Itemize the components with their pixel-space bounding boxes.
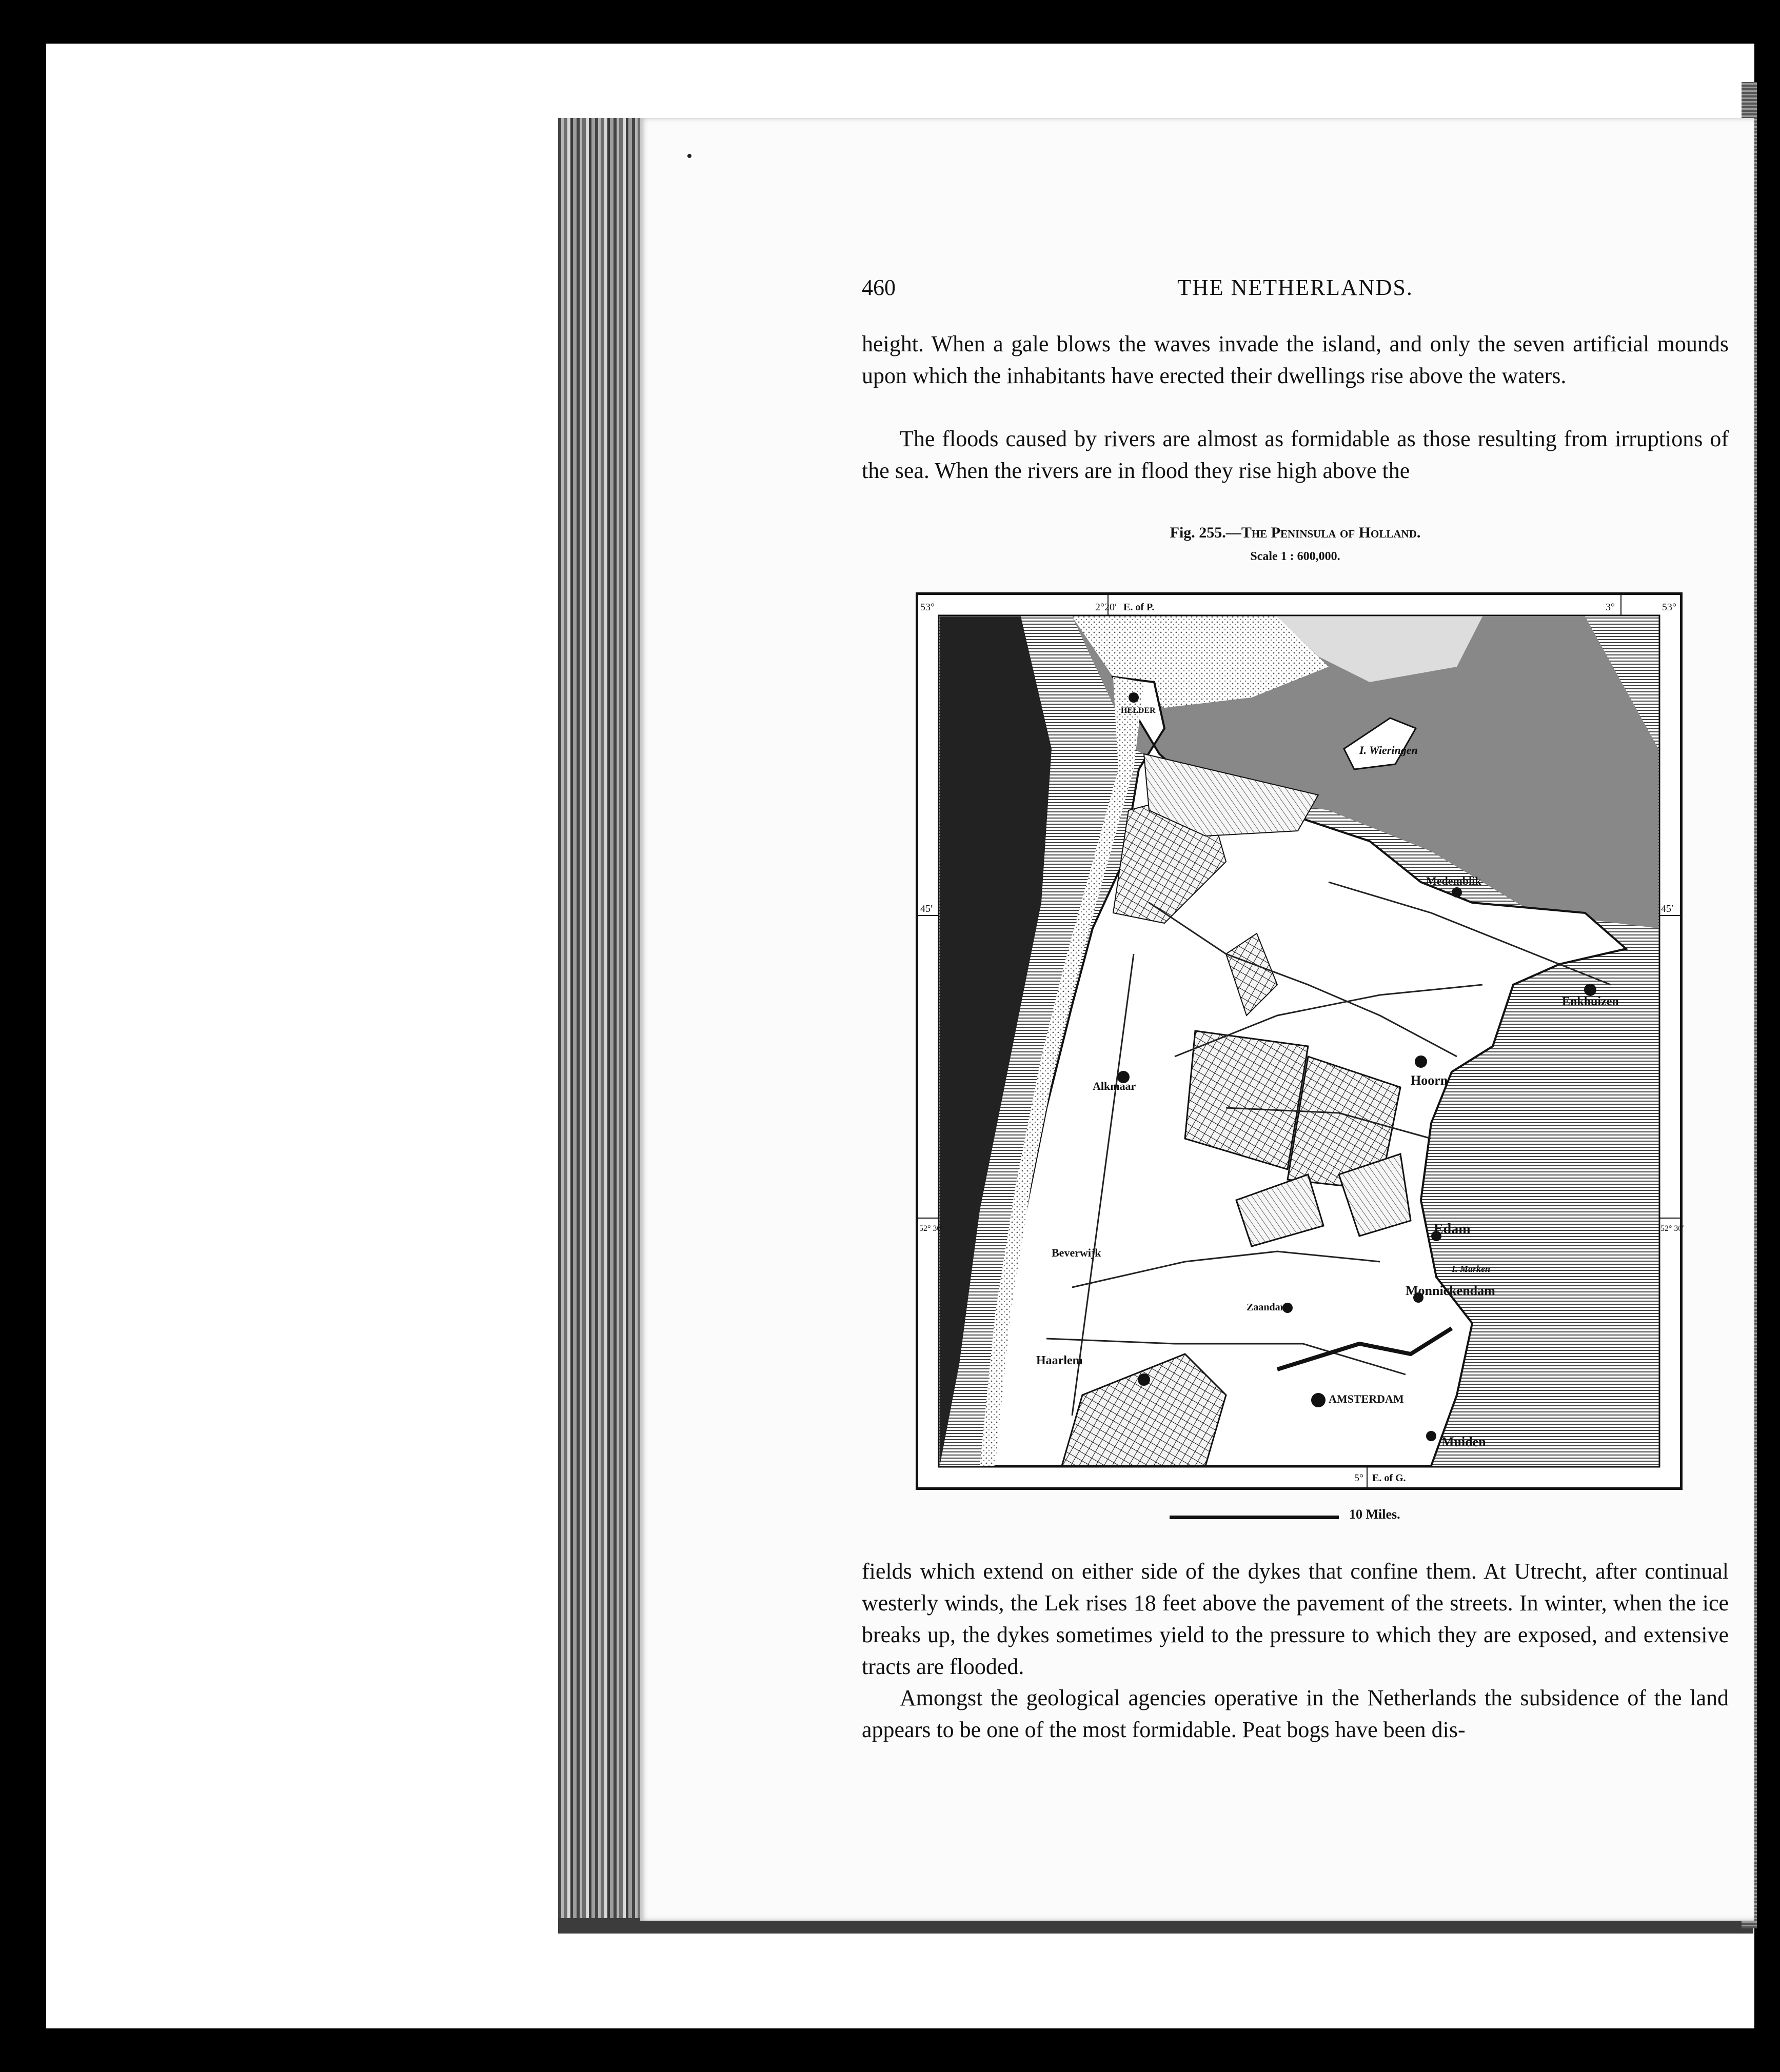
scale-bar: [1170, 1516, 1339, 1519]
speck: [687, 154, 691, 158]
label-helder: HELDER: [1121, 706, 1156, 715]
enkhuizen-marker: [1584, 984, 1596, 996]
medemblik-marker: [1452, 887, 1462, 898]
paragraph-1: height. When a gale blows the waves invade the island, and only the seven artificial mounds upon which the inhabitants have erected their dwellings rise above the waters.: [862, 331, 1729, 388]
coord-top-right: 53°: [1662, 602, 1676, 613]
label-zaandam: Zaandam: [1247, 1302, 1289, 1313]
scale-bar-label: 10 Miles.: [1349, 1507, 1400, 1522]
coord-top-lon-1-ref: E. of P.: [1123, 602, 1155, 613]
hoorn-marker: [1415, 1055, 1427, 1068]
label-haarlem: Haarlem: [1036, 1354, 1083, 1367]
label-muiden: Muiden: [1441, 1435, 1486, 1449]
label-enkhuizen: Enkhuizen: [1562, 995, 1619, 1008]
paragraph-3: fields which extend on either side of the dykes that confine them. At Utrecht, after continual westerly winds, the Lek rises 18 feet above the pavement of the streets. In winter, when the ice breaks up, the dykes sometimes yield to the pressure to which they are exposed, and extensive tracts are flooded.: [862, 1559, 1729, 1679]
amsterdam-marker: [1311, 1393, 1326, 1407]
figure-title: The Peninsula of Holland.: [1241, 524, 1421, 541]
label-medemblik: Medemblik: [1426, 874, 1481, 887]
label-marken: I. Marken: [1452, 1264, 1491, 1274]
running-title: THE NETHERLANDS.: [1177, 275, 1413, 300]
label-amsterdam: AMSTERDAM: [1329, 1392, 1404, 1405]
coord-top-left: 53°: [920, 602, 935, 613]
coord-right-45: 45′: [1661, 903, 1674, 914]
figure-scale: Scale 1 : 600,000.: [1250, 550, 1340, 563]
label-wieringen: I. Wieringen: [1359, 744, 1418, 756]
paragraph-4: Amongst the geological agencies operative in the Netherlands the subsidence of the land appears to be one of the most formidable. Peat bogs have been dis-: [862, 1685, 1729, 1742]
helder-marker: [1129, 692, 1139, 703]
map-drawing: [918, 595, 1684, 1487]
coord-left-5230: 52° 30′: [919, 1224, 943, 1233]
coord-right-5230: 52° 30′: [1660, 1224, 1684, 1233]
coord-top-lon-1: 2°20′: [1095, 602, 1117, 613]
coord-bottom-lon: 5°: [1354, 1472, 1363, 1484]
coord-bottom-lon-ref: E. of G.: [1372, 1472, 1406, 1484]
running-head: [862, 274, 1729, 310]
coord-top-lon-2: 3°: [1606, 602, 1615, 613]
paragraph-2: The floods caused by rivers are almost as formidable as those resulting from irruptions of the sea. When the rivers are in flood they rise high above the: [862, 426, 1729, 483]
label-beverwijk: Beverwijk: [1052, 1246, 1101, 1259]
page-number: 460: [862, 275, 896, 300]
figure-number: Fig. 255.—: [1170, 524, 1241, 541]
book-page-edges: [558, 118, 640, 1928]
muiden-marker: [1426, 1431, 1436, 1441]
haarlem-marker: [1138, 1373, 1150, 1386]
label-edam: Edam: [1434, 1221, 1471, 1237]
label-hoorn: Hoorn: [1411, 1073, 1448, 1088]
map-figure: [916, 592, 1683, 1490]
label-monnikendam: Monnickendam: [1406, 1283, 1495, 1298]
label-alkmaar: Alkmaar: [1093, 1080, 1136, 1092]
coord-left-45: 45′: [920, 903, 933, 914]
figure-caption: [862, 524, 1729, 542]
